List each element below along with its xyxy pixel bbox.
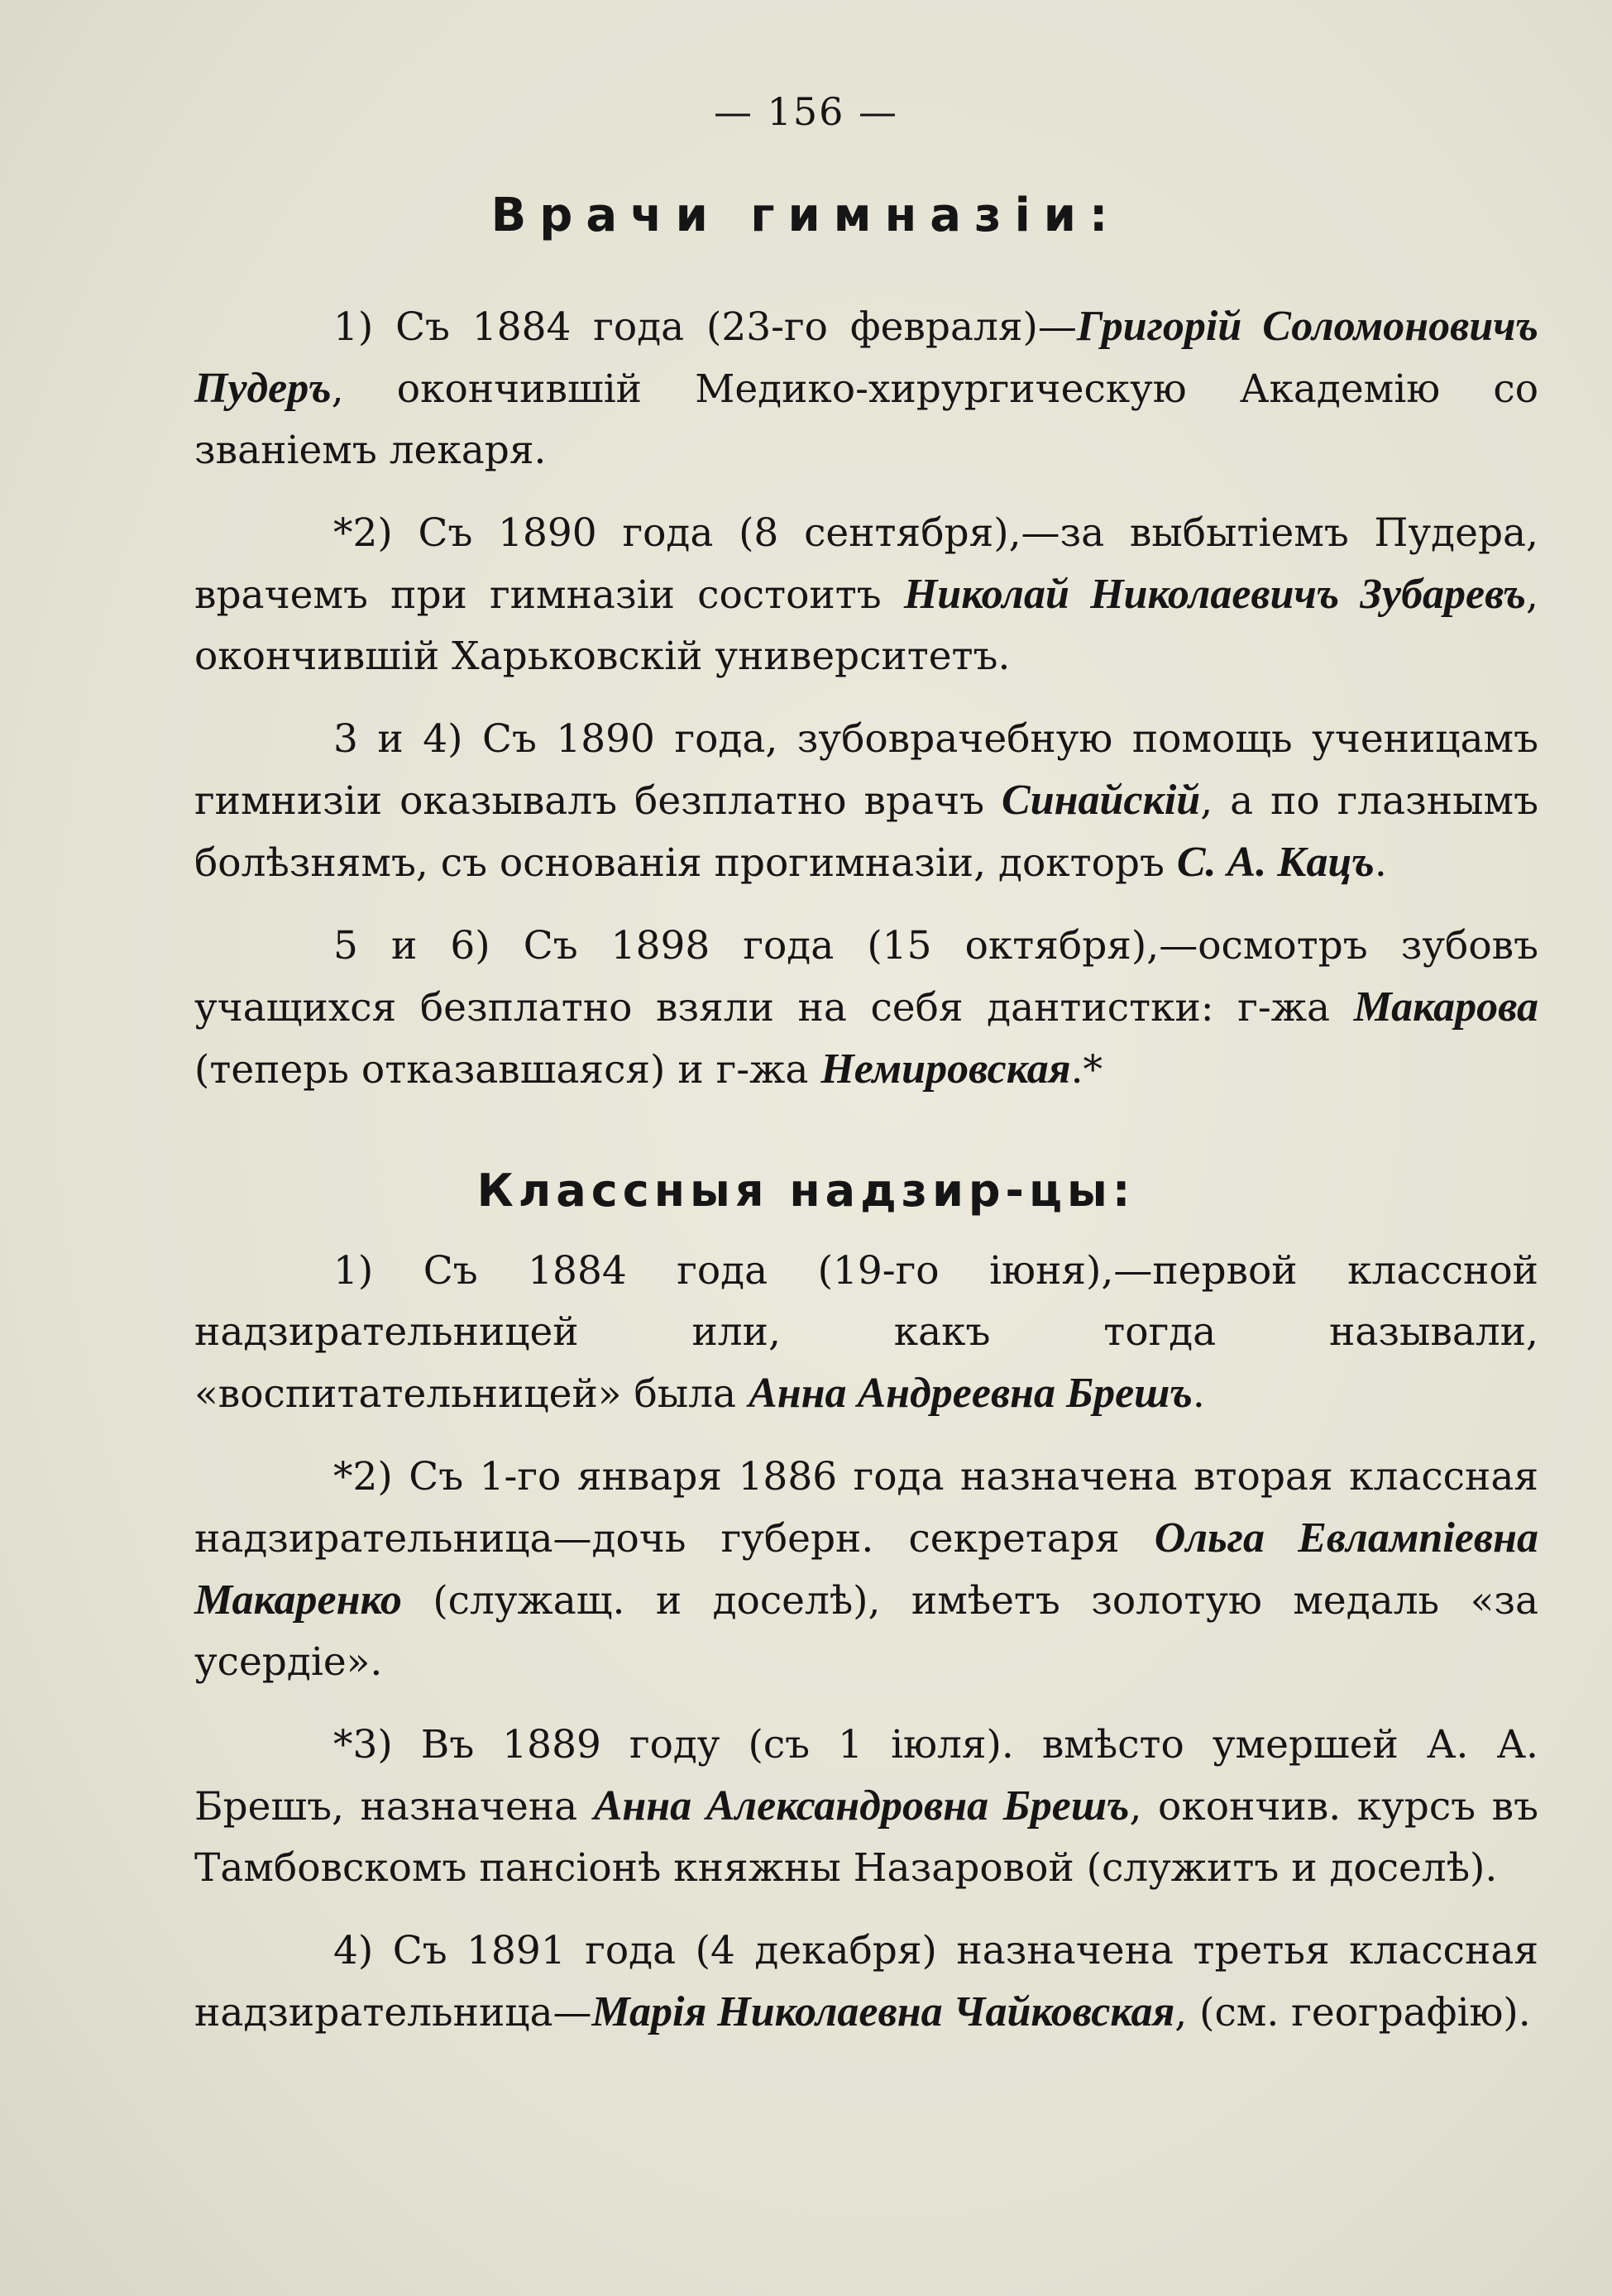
paragraph [194,503,1538,687]
person-name: Григорiй Соломоновичъ Пудеръ [194,303,1538,412]
text-segment: 5 и 6) Съ 1898 года (15 октября),—осмотръ зубовъ учащихся безплатно взяли на себя дантистки: г-жа [194,923,1538,1031]
text-segment: , окончившiй Харьковскiй университетъ. [194,572,1538,679]
text-segment: *2) Съ 1-го января 1886 года назначена вторая классная надзирательница—дочь губерн. секретаря [194,1454,1538,1562]
text-segment: , окончив. курсъ въ Тамбовскомъ пансiонѣ княжны Назаровой (служитъ и доселѣ). [194,1784,1538,1891]
page-number: — 156 — [713,89,899,134]
text-segment: .* [1070,1047,1103,1093]
person-name: Немировская [820,1045,1071,1093]
text-segment: , а по глазнымъ болѣзнямъ, съ основанiя прогимназiи, докторъ [194,778,1538,886]
person-name: Ольга Евлампiевна Макаренко [194,1514,1538,1624]
text-segment: . [1192,1371,1205,1417]
section-heading-supervisors: Классныя надзир-цы: [476,1165,1136,1217]
person-name: Макарова [1353,983,1538,1031]
section-heading-doctors: Врачи гимназiи: [490,189,1122,242]
text-segment: *3) Въ 1889 году (съ 1 iюля). вмѣсто умершей А. А. Брешъ, назначена [194,1722,1538,1830]
paragraph [194,1447,1538,1693]
text-segment: 1) Съ 1884 года (23-го февраля)— [333,304,1077,350]
section-doctors [194,296,1538,1122]
person-name: Синайскiй [1002,777,1201,824]
text-segment: , окончившiй Медико-хирургическую Академiю со званiемъ лекаря. [194,366,1538,473]
text-segment: (служащ. и доселѣ), имѣетъ золотую медаль «за усердiе». [194,1578,1538,1685]
paragraph [194,709,1538,894]
text-segment: 3 и 4) Съ 1890 года, зубоврачебную помощь ученицамъ гимнизiи оказывалъ безплатно врачъ [194,716,1538,824]
paragraph [194,916,1538,1101]
text-segment: . [1374,840,1387,886]
text-segment: 4) Съ 1891 года (4 декабря) назначена третья классная надзирательница— [194,1928,1538,2035]
person-name: Анна Андреевна Брешъ [749,1370,1193,1417]
paragraph [194,1241,1538,1425]
section-supervisors [194,1241,1538,2065]
paragraph [194,296,1538,481]
text-segment: , (см. географiю). [1174,1990,1531,2035]
person-name: Николай Николаевичъ Зубаревъ [903,571,1527,618]
person-name: Анна Александровна Брешъ [593,1782,1130,1830]
text-segment: *2) Съ 1890 года (8 сентября),—за выбытiемъ Пудера, врачемъ при гимназiи состоитъ [194,510,1538,618]
text-segment: (теперь отказавшаяся) и г-жа [194,1047,821,1093]
person-name: Марiя Николаевна Чайковская [591,1988,1175,2035]
paragraph [194,1715,1538,1899]
person-name: С. А. Кацъ [1176,839,1375,886]
text-segment: 1) Съ 1884 года (19-го iюня),—первой классной надзирательницей или, какъ тогда называли, «воспитательницей» была [194,1248,1538,1417]
paragraph [194,1921,1538,2044]
